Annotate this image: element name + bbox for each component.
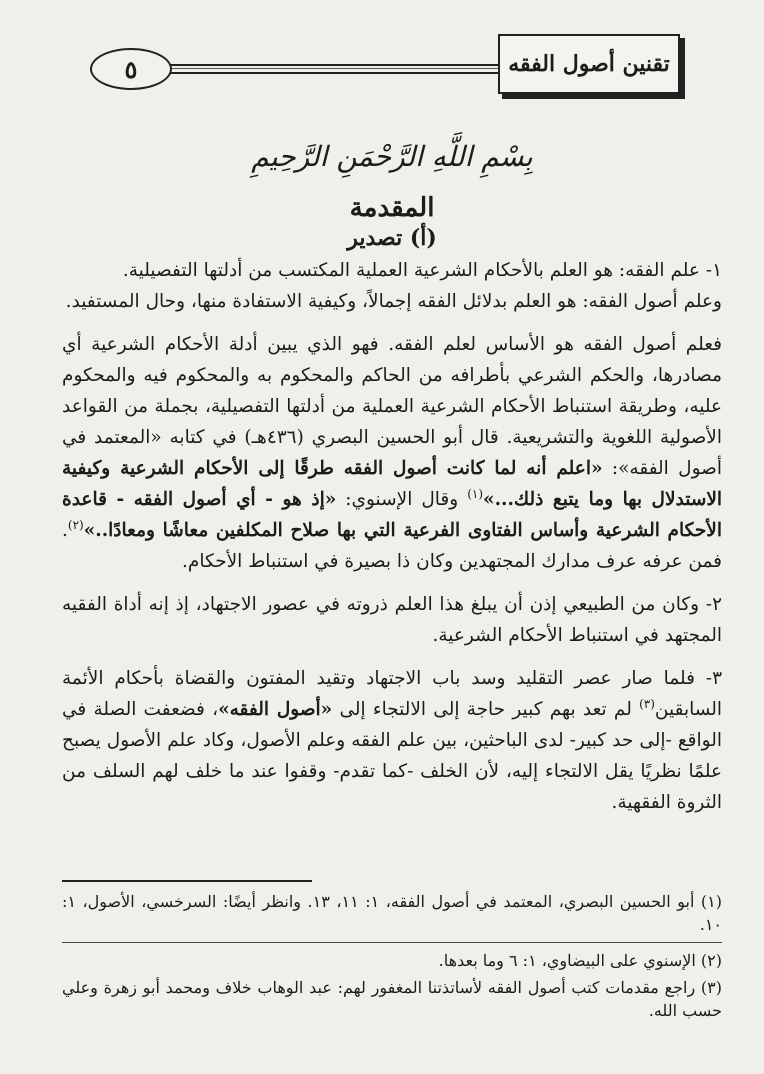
footnote-separator xyxy=(62,880,312,882)
paragraph-text: . فمن عرفه عرف مدارك المجتهدين وكان ذا بصيرة في استنباط الأحكام. xyxy=(62,520,722,572)
quote-usul: «أصول الفقه» xyxy=(218,699,333,720)
footnote-1: (١) أبو الحسين البصري، المعتمد في أصول الفقه، ١: ١١، ١٣. وانظر أيضًا: السرخسي، الأصول، ١: ١٠. xyxy=(62,892,723,934)
paragraph-text: فعلم أصول الفقه هو الأساس لعلم الفقه. فهو الذي يبين أدلة الأحكام الشرعية أي مصادرها، والحكم الشرعي بأطرافه من الحاكم والمحكوم به والمحكوم فيه والمحكوم عليه، وطريقة استنباط الأحكام الشرعية العملية من أدلتها التفصيلية، بجملة من القواعد الأصولية اللغوية والتشريعية. قال أبو الحسين البصري (٤٣٦هـ) في كتابه «المعتمد في أصول الفقه»: xyxy=(62,334,723,479)
paragraph-text: لم تعد بهم كبير حاجة إلى الالتجاء إلى xyxy=(332,699,640,720)
footnote-ref-3[interactable]: (٣) xyxy=(639,696,655,711)
paragraph-fiqh-definition: ١- علم الفقه: هو العلم بالأحكام الشرعية العملية المكتسب من أدلتها التفصيلية. xyxy=(122,260,722,281)
header-rule xyxy=(152,64,500,66)
paragraph-usul-definition: وعلم أصول الفقه: هو العلم بدلائل الفقه إجمالاً، وكيفية الاستفادة منها، وحال المستفيد. xyxy=(65,291,722,312)
footnote-2: (٢) الإسنوي على البيضاوي، ١: ٦ وما بعدها. xyxy=(438,951,722,970)
footnote-ref-1[interactable]: (١) xyxy=(467,486,484,501)
page-number: ٥ xyxy=(90,48,172,90)
subsection-title: (أ) تصدير xyxy=(347,225,437,251)
paragraph-text: ، فضعفت الصلة في الواقع -إلى حد كبير- لدى الباحثين، بين علم الفقه وعلم الأصول، وكاد علم الأصول يصبح علمًا نظريًا يقل الالتجاء إليه، لأن الخلف -كما تقدم- وقفوا عند ما خلف لهم السلف من الثروة الفقهية. xyxy=(62,699,722,813)
paragraph-taqlid xyxy=(62,663,722,818)
quote-basri: «اعلم أنه لما كانت أصول الفقه طرقًا إلى الأحكام الشرعية وكيفية الاستدلال بها وما يتبع ذلك...» xyxy=(62,458,723,510)
running-title: تقنين أصول الفقه xyxy=(498,34,680,94)
quote-isnawi: «إذ هو - أي أصول الفقه - قاعدة الأحكام الشرعية وأساس الفتاوى الفرعية التي بها صلاح المكلفين معاشًا ومعادًا..» xyxy=(62,489,722,541)
footnote-3: (٣) راجع مقدمات كتب أصول الفقه لأساتذتنا المغفور لهم: عبد الوهاب خلاف ومحمد أبو زهرة وعلي حسب الله. xyxy=(62,978,722,1020)
section-title: المقدمة xyxy=(349,193,435,223)
paragraph-text: وقال الإسنوي: xyxy=(336,489,468,510)
header-rule-lower xyxy=(152,72,500,74)
paragraph-ijtihad: ٢- وكان من الطبيعي إذن أن يبلغ هذا العلم ذروته في عصور الاجتهاد، إذ إنه أداة الفقيه المجتهد في استنباط الأحكام الشرعية. xyxy=(62,594,722,646)
main-text xyxy=(62,140,722,830)
basmala: بِسْمِ اللَّهِ الرَّحْمَنِ الرَّحِيمِ xyxy=(251,140,533,173)
footnotes xyxy=(62,880,722,1026)
footnote-divider xyxy=(62,942,722,943)
header-rule-thin xyxy=(152,68,500,69)
paragraph-text: ٣- فلما صار عصر التقليد وسد باب الاجتهاد وتقيد المفتون والقضاة بأحكام الأئمة السابقين xyxy=(62,668,723,720)
paragraph-foundation xyxy=(62,329,722,577)
footnote-ref-2[interactable]: (٢) xyxy=(67,517,84,532)
running-header xyxy=(90,34,680,104)
